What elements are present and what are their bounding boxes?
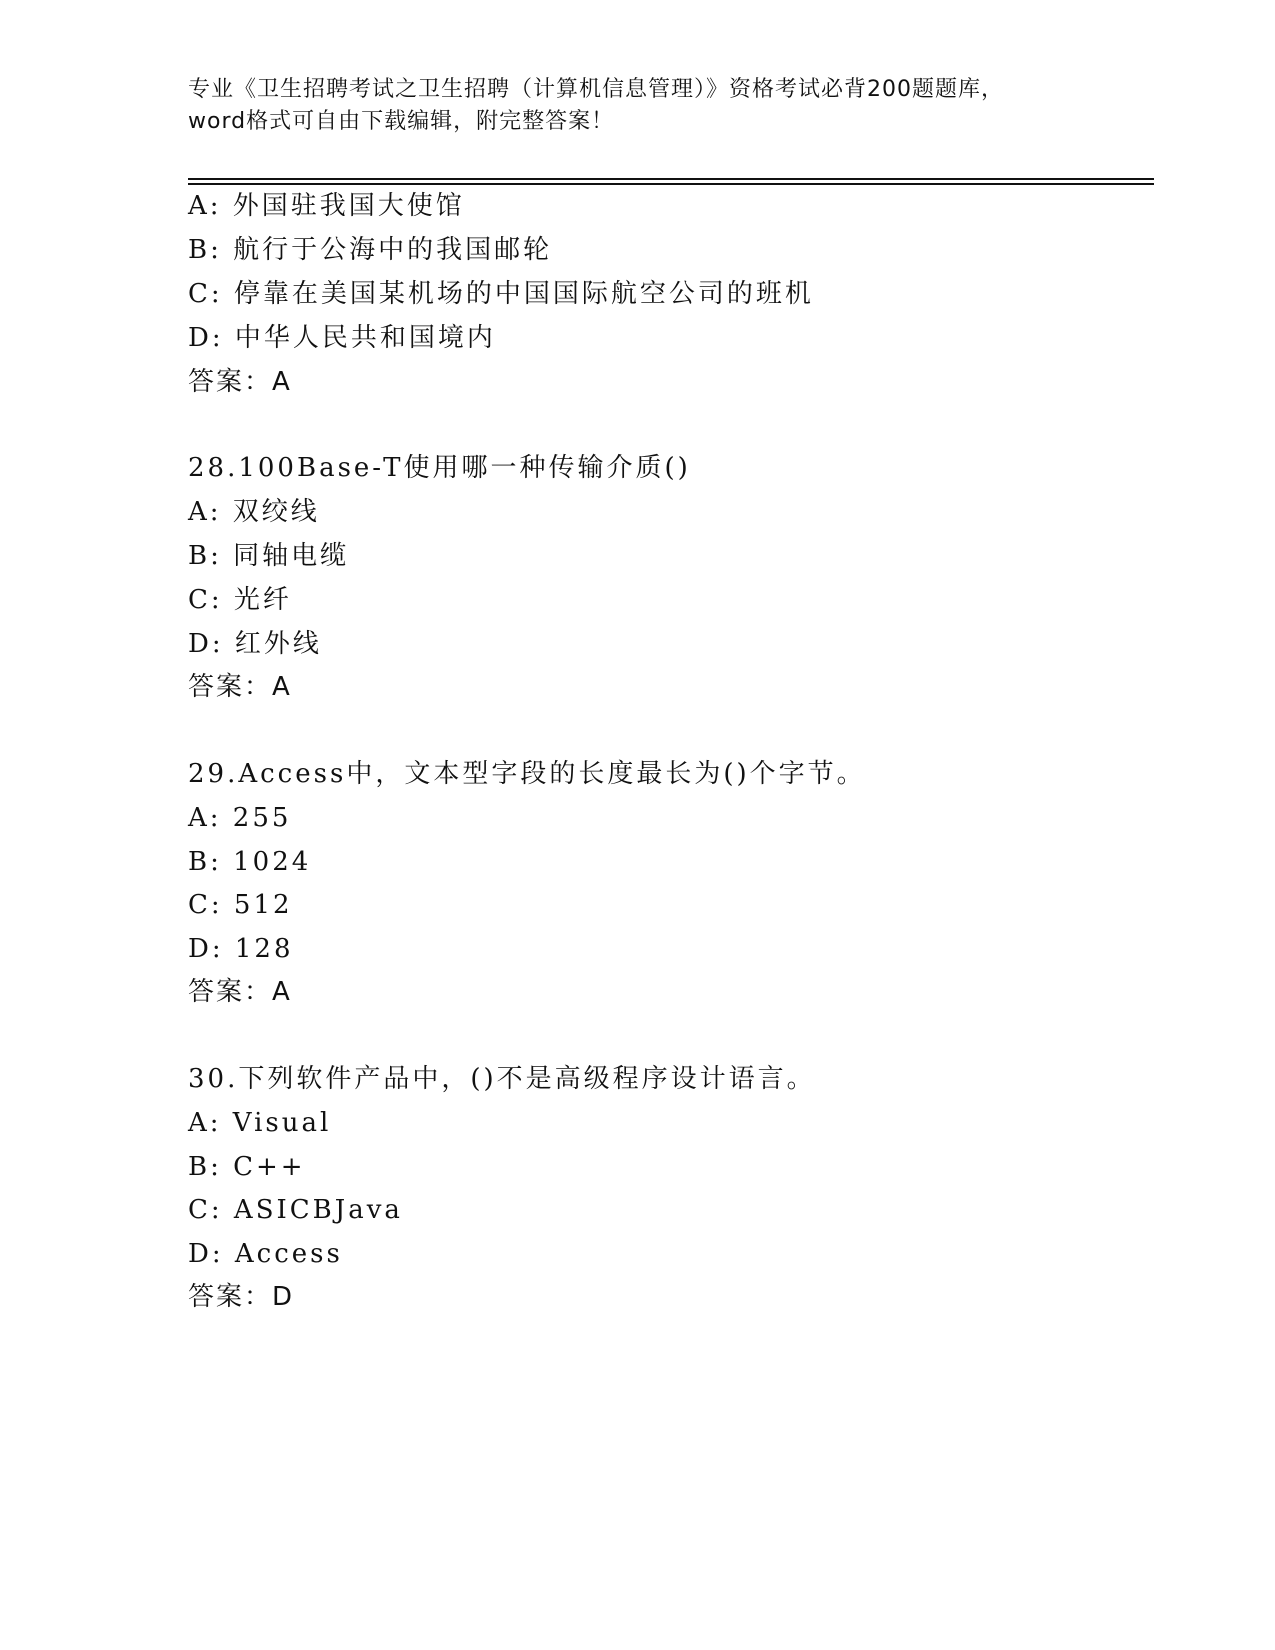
q27-option-c: C: 停靠在美国某机场的中国国际航空公司的班机 xyxy=(188,279,814,309)
q28-question: 28.100Base-T使用哪一种传输介质() xyxy=(188,453,691,483)
q28-option-c: C: 光纤 xyxy=(188,585,292,615)
q30-option-c: C: ASICBJava xyxy=(188,1195,403,1225)
q29-option-d: D: 128 xyxy=(188,934,294,964)
q28-option-a: A: 双绞线 xyxy=(188,497,320,527)
q30-option-b: B: C++ xyxy=(188,1152,306,1182)
q30-question: 30.下列软件产品中，()不是高级程序设计语言。 xyxy=(188,1064,816,1094)
q29-question: 29.Access中，文本型字段的长度最长为()个字节。 xyxy=(188,759,866,789)
q29-option-b: B: 1024 xyxy=(188,847,312,877)
q29-option-c: C: 512 xyxy=(188,890,293,920)
q30-answer: 答案：D xyxy=(188,1282,295,1312)
q29-option-a: A: 255 xyxy=(188,803,292,833)
q29-answer: 答案：A xyxy=(188,977,292,1007)
q28-answer: 答案：A xyxy=(188,672,292,702)
q27-option-a: A: 外国驻我国大使馆 xyxy=(188,191,465,221)
header-line-1: 专业《卫生招聘考试之卫生招聘（计算机信息管理）》资格考试必背200题题库， xyxy=(188,77,1004,102)
q30-option-a: A: Visual xyxy=(188,1108,332,1138)
header-divider-top xyxy=(188,178,1154,180)
q27-option-b: B: 航行于公海中的我国邮轮 xyxy=(188,235,553,265)
header-line-2: word格式可自由下载编辑，附完整答案！ xyxy=(188,109,615,134)
q30-option-d: D: Access xyxy=(188,1239,343,1269)
q27-answer: 答案：A xyxy=(188,367,292,397)
document-header xyxy=(188,74,1088,138)
q28-option-b: B: 同轴电缆 xyxy=(188,541,350,571)
q28-option-d: D: 红外线 xyxy=(188,629,322,659)
q27-option-d: D: 中华人民共和国境内 xyxy=(188,323,496,353)
header-divider-bottom xyxy=(188,183,1154,185)
